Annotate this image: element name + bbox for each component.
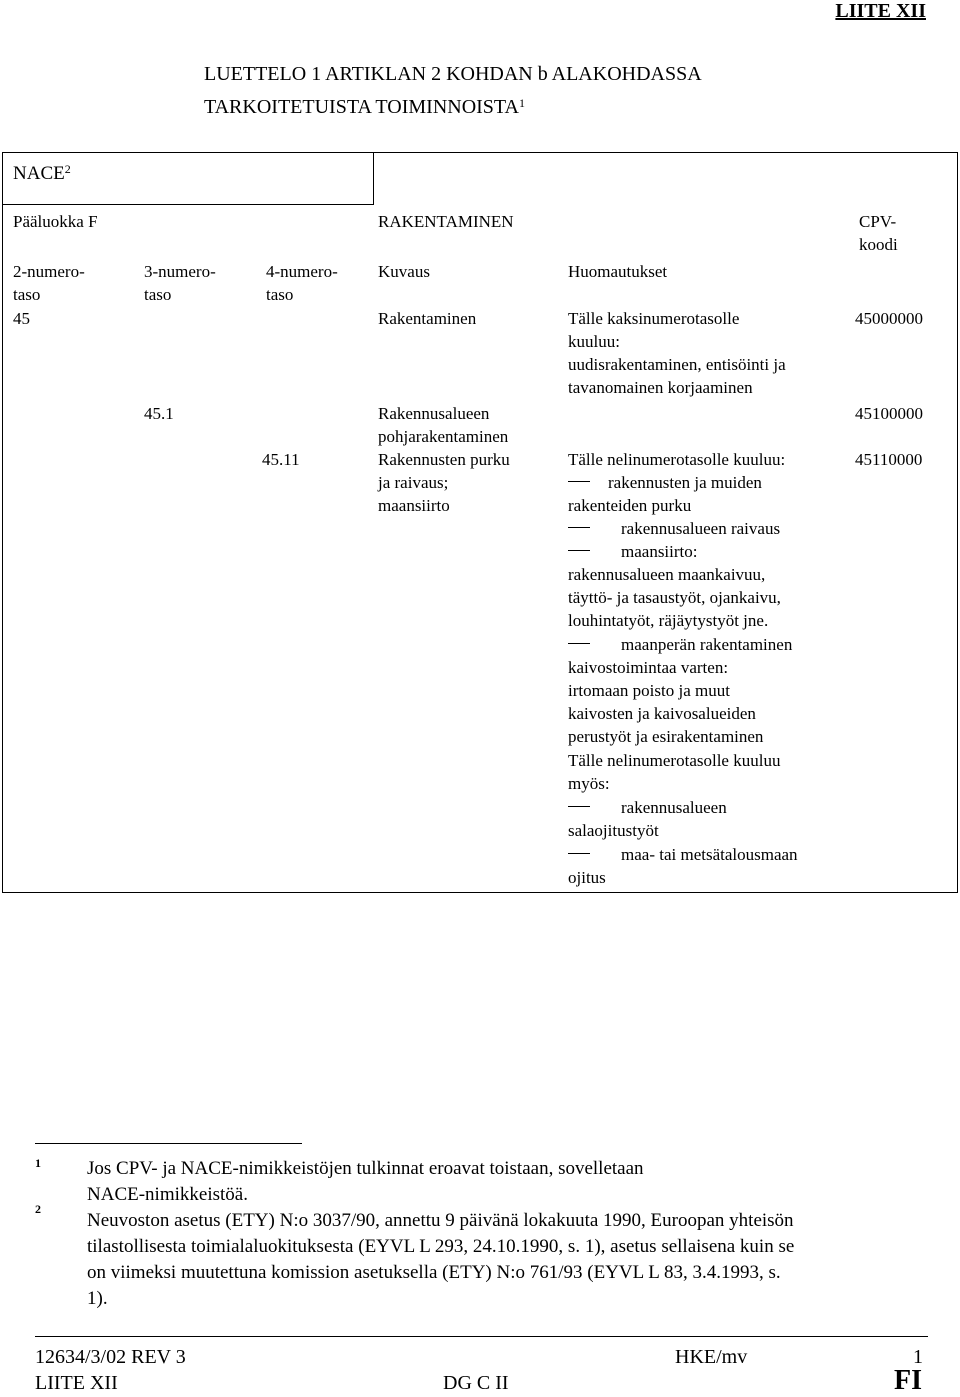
footer-initials: HKE/mv [675,1346,748,1368]
footer-separator [35,1336,928,1337]
footnote-separator [35,1143,302,1144]
col-header-description: Kuvaus [378,262,430,281]
row-description: Rakennusalueen [378,404,490,423]
notes-intro: Tälle nelinumerotasolle kuuluu: [568,450,786,469]
notes-item-continuation: rakennusalueen maankaivuu, [568,565,766,584]
notes-item-text: maa- tai metsätalousmaan [621,845,798,864]
notes-item-continuation: ojitus [568,868,606,887]
footnote-line: Neuvoston asetus (ETY) N:o 3037/90, annettu 9 päivänä lokakuuta 1990, Euroopan yhteisön [87,1210,794,1231]
row-cpv-code: 45110000 [855,450,923,469]
row-cpv-code: 45000000 [855,309,923,328]
notes-list-item [568,796,727,819]
row-note-line: Tälle kaksinumerotasolle [568,309,740,328]
footnote-line: NACE-nimikkeistöä. [87,1184,248,1205]
row-description: Rakentaminen [378,309,477,328]
col-header-notes: Huomautukset [568,262,668,281]
row-code-4digit: 45.11 [262,450,300,469]
notes-item-continuation: salaojitustyöt [568,821,659,840]
notes-also-intro: Tälle nelinumerotasolle kuuluu [568,751,781,770]
row-code-3digit: 45.1 [144,404,174,423]
section-label: Pääluokka F [13,212,98,231]
cpv-header-line1: CPV- [859,212,897,231]
footer-doc-ref: 12634/3/02 REV 3 [35,1346,186,1368]
document-title-line2 [204,94,525,120]
notes-item-continuation: täyttö- ja tasaustyöt, ojankaivu, [568,588,781,607]
notes-item-continuation: kaivosten ja kaivosalueiden [568,704,756,723]
notes-item-text: maansiirto: [621,542,698,561]
document-title-text: TARKOITETUISTA TOIMINNOISTA [204,96,519,118]
col-header-3digit-line1: 3-numero- [144,262,216,281]
footer-page-number: 1 [913,1346,923,1368]
footer-annex: LIITE XII [35,1372,118,1394]
notes-item-text: rakennusalueen [621,798,727,817]
notes-list-item [568,540,697,563]
document-title-line1: LUETTELO 1 ARTIKLAN 2 KOHDAN b ALAKOHDASSA [204,63,702,85]
dash-bullet-icon [568,853,590,854]
annex-label: LIITE XII [835,0,926,22]
col-header-4digit-line2: taso [266,285,294,304]
notes-list-item [568,633,792,656]
row-note-line: tavanomainen korjaaminen [568,378,753,397]
footnote-number: 2 [35,1202,41,1216]
notes-item-continuation: perustyöt ja esirakentaminen [568,727,764,746]
row-code-2digit: 45 [13,309,30,328]
notes-item-continuation: kaivostoimintaa varten: [568,658,729,677]
dash-bullet-icon [568,481,590,482]
col-header-4digit-line1: 4-numero- [266,262,338,281]
row-note-line: uudisrakentaminen, entisöinti ja [568,355,786,374]
notes-item-text: rakennusten ja muiden [608,473,762,492]
notes-list-item [568,843,798,866]
footer-dg: DG C II [443,1372,509,1394]
notes-list-item [568,517,780,540]
footnote-ref-2: 2 [64,162,71,176]
row-note-line: kuuluu: [568,332,620,351]
footnote-line: 1). [87,1288,108,1309]
notes-item-continuation: irtomaan poisto ja muut [568,681,730,700]
footnote-number: 1 [35,1156,41,1170]
footer-language-code: FI [894,1365,922,1396]
nace-label [13,161,71,187]
notes-item-continuation: louhintatyöt, räjäytystyöt jne. [568,611,769,630]
dash-bullet-icon [568,643,590,644]
row-cpv-code: 45100000 [855,404,923,423]
footnote-line: on viimeksi muutettuna komission asetuksella (ETY) N:o 761/93 (EYVL L 83, 3.4.1993, s. [87,1262,781,1283]
row-description: ja raivaus; [378,473,449,492]
notes-item-text: rakennusalueen raivaus [621,519,781,538]
notes-also-intro: myös: [568,774,610,793]
cpv-header-line2: koodi [859,235,898,254]
footnote-ref-1: 1 [519,96,525,110]
col-header-3digit-line2: taso [144,285,172,304]
row-description: maansiirto [378,496,450,515]
col-header-2digit-line1: 2-numero- [13,262,85,281]
footnote-line: tilastollisesta toimialaluokituksesta (EYVL L 293, 24.10.1990, s. 1), asetus sellaisena kuin se [87,1236,795,1257]
dash-bullet-icon [568,527,590,528]
row-description: pohjarakentaminen [378,427,509,446]
dash-bullet-icon [568,550,590,551]
notes-item-continuation: rakenteiden purku [568,496,692,515]
section-name: RAKENTAMINEN [378,212,514,231]
footnote-line: Jos CPV- ja NACE-nimikkeistöjen tulkinnat eroavat toistaan, sovelletaan [87,1158,644,1179]
col-header-2digit-line2: taso [13,285,41,304]
notes-item-text: maanperän rakentaminen [621,635,793,654]
row-description: Rakennusten purku [378,450,510,469]
notes-list-item [568,471,762,494]
dash-bullet-icon [568,806,590,807]
nace-text: NACE [13,163,65,184]
